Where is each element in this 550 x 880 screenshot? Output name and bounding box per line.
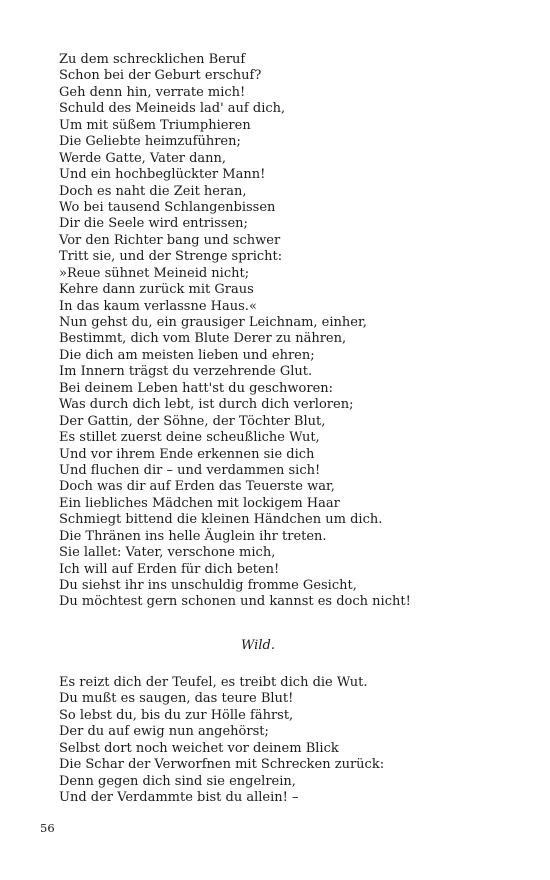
page-number: 56: [40, 821, 55, 835]
verse-line: Geh denn hin, verrate mich!: [59, 84, 246, 100]
verse-line: Die Geliebte heimzuführen;: [59, 134, 241, 150]
verse-line: Bei deinem Leben hatt'st du geschworen:: [59, 380, 334, 396]
verse-line: Werde Gatte, Vater dann,: [59, 150, 227, 166]
verse-line: Und der Verdammte bist du allein! –: [59, 790, 299, 806]
verse-line: Ein liebliches Mädchen mit lockigem Haar: [59, 495, 340, 511]
verse-line: »Reue sühnet Meineid nicht;: [59, 265, 250, 281]
verse-line: Wo bei tausend Schlangenbissen: [59, 199, 276, 215]
verse-line: Schuld des Meineids lad' auf dich,: [59, 101, 286, 117]
verse-line: Doch es naht die Zeit heran,: [59, 183, 247, 199]
verse-stanza-1: [59, 52, 529, 611]
verse-line: Was durch dich lebt, ist durch dich verloren;: [59, 397, 354, 413]
verse-line: Doch was dir auf Erden das Teuerste war,: [59, 479, 335, 495]
verse-line: Du möchtest gern schonen und kannst es doch nicht!: [59, 594, 411, 610]
verse-line: Schon bei der Geburt erschuf?: [59, 68, 262, 84]
verse-line: Und vor ihrem Ende erkennen sie dich: [59, 446, 315, 462]
verse-line: Um mit süßem Triumphieren: [59, 117, 251, 133]
verse-line: Und ein hochbeglückter Mann!: [59, 167, 266, 183]
verse-line: Es stillet zuerst deine scheußliche Wut,: [59, 430, 320, 446]
verse-line: Der du auf ewig nun angehörst;: [59, 724, 269, 740]
verse-line: Ich will auf Erden für dich beten!: [59, 561, 280, 577]
verse-line: Die Schar der Verworfnen mit Schrecken zurück:: [59, 757, 385, 773]
verse-stanza-2: [59, 675, 529, 807]
verse-line: Dir die Seele wird entrissen;: [59, 216, 248, 232]
verse-line: Du siehst ihr ins unschuldig fromme Gesicht,: [59, 578, 357, 593]
verse-line: So lebst du, bis du zur Hölle fährst,: [59, 707, 294, 723]
verse-line: Schmiegt bittend die kleinen Händchen um dich.: [59, 512, 383, 528]
verse-line: Denn gegen dich sind sie engelrein,: [59, 773, 296, 789]
verse-line: Die Thränen ins helle Äuglein ihr treten.: [59, 528, 327, 544]
verse-line: Bestimmt, dich vom Blute Derer zu nähren,: [59, 331, 347, 347]
verse-line: Es reizt dich der Teufel, es treibt dich die Wut.: [59, 675, 368, 690]
verse-line: Du mußt es saugen, das teure Blut!: [59, 691, 294, 707]
verse-line: Sie lallet: Vater, verschone mich,: [59, 545, 276, 561]
verse-line: Der Gattin, der Söhne, der Töchter Blut,: [59, 413, 326, 429]
verse-line: Die dich am meisten lieben und ehren;: [59, 347, 315, 363]
verse-line: Selbst dort noch weichet vor deinem Blick: [59, 740, 339, 756]
section-heading: Wild.: [241, 638, 275, 653]
verse-line: In das kaum verlassne Haus.«: [59, 298, 257, 314]
verse-line: Vor den Richter bang und schwer: [59, 232, 281, 248]
verse-line: Nun gehst du, ein grausiger Leichnam, einher,: [59, 315, 367, 330]
verse-line: Zu dem schrecklichen Beruf: [59, 52, 246, 67]
verse-line: Tritt sie, und der Strenge spricht:: [59, 249, 283, 265]
verse-line: Kehre dann zurück mit Graus: [59, 282, 254, 298]
verse-line: Im Innern trägst du verzehrende Glut.: [59, 364, 313, 380]
verse-line: Und fluchen dir – und verdammen sich!: [59, 462, 321, 478]
